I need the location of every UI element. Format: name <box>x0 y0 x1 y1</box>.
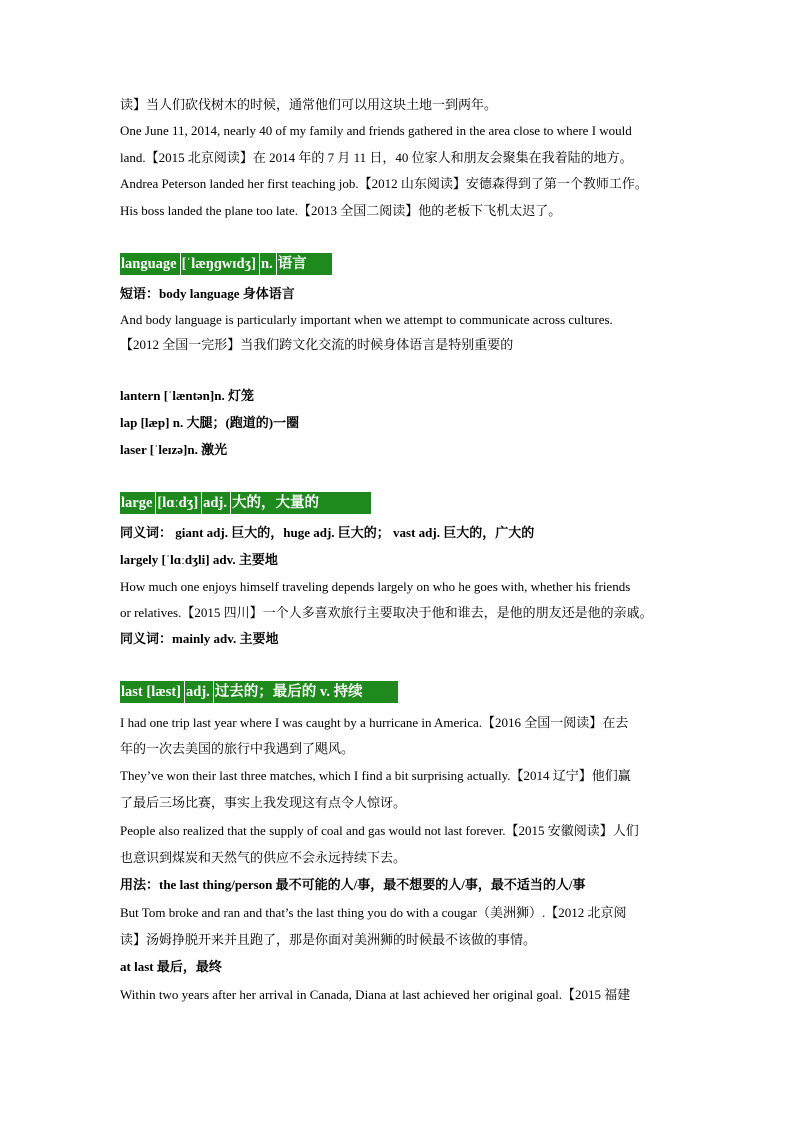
phrase-line: 短语：body language 身体语言 <box>120 286 295 301</box>
word-entry: lap [læp] n. 大腿；(跑道的)一圈 <box>120 415 300 430</box>
example-line: But Tom broke and ran and that’s the last thing you do with a cougar（美洲狮）.【2012 北京阅 <box>120 905 627 920</box>
example-line: 读】汤姆挣脱开来并且跑了，那是你面对美洲狮的时候最不该做的事情。 <box>120 932 537 947</box>
example-line: 【2012 全国一完形】当我们跨文化交流的时候身体语言是特别重要的 <box>120 337 514 352</box>
text-line: 读】当人们砍伐树木的时候，通常他们可以用这块土地一到两年。 <box>120 97 498 112</box>
example-line: How much one enjoys himself traveling depends largely on who he goes with, whether his friends <box>120 579 631 594</box>
part-of-speech: adj. <box>185 681 214 703</box>
part-of-speech: n. <box>260 253 277 275</box>
meaning: 大的，大量的 <box>231 495 319 511</box>
example-line: They’ve won their last three matches, which I find a bit surprising actually.【2014 辽宁】他们赢 <box>120 768 631 783</box>
entry-header-language <box>120 253 332 275</box>
headword: language <box>120 253 181 275</box>
example-line: Within two years after her arrival in Canada, Diana at last achieved her original goal.【2015 福建 <box>120 987 631 1002</box>
text-line: His boss landed the plane too late.【2013 全国二阅读】他的老板下飞机太迟了。 <box>120 203 562 218</box>
part-of-speech: adj. <box>202 492 231 514</box>
example-line: 也意识到煤炭和天然气的供应不会永远持续下去。 <box>120 850 407 865</box>
entry-header-large <box>120 492 371 514</box>
headword: last [læst] <box>120 681 185 703</box>
example-line: 了最后三场比赛，事实上我发现这有点令人惊讶。 <box>120 795 407 810</box>
headword: large <box>120 492 156 514</box>
meaning: 过去的；最后的 v. 持续 <box>214 684 363 700</box>
text-line: One June 11, 2014, nearly 40 of my family and friends gathered in the area close to where I would <box>120 123 632 138</box>
text-line: land.【2015 北京阅读】在 2014 年的 7 月 11 日，40 位家人和朋友会聚集在我着陆的地方。 <box>120 150 633 165</box>
phonetic: [ˈlæŋɡwɪdʒ] <box>181 253 260 275</box>
example-line: 年的一次去美国的旅行中我遇到了飓风。 <box>120 741 355 756</box>
example-line: I had one trip last year where I was caught by a hurricane in America.【2016 全国一阅读】在去 <box>120 715 629 730</box>
usage-line: 用法：the last thing/person 最不可能的人/事，最不想要的人/事，最不适当的人/事 <box>120 877 586 892</box>
text-line: Andrea Peterson landed her first teaching job.【2012 山东阅读】安德森得到了第一个教师工作。 <box>120 176 648 191</box>
example-line: And body language is particularly important when we attempt to communicate across cultures. <box>120 312 613 327</box>
phonetic: [lɑːdʒ] <box>156 492 202 514</box>
example-line: or relatives.【2015 四川】一个人多喜欢旅行主要取决于他和谁去，是他的朋友还是他的亲戚。 <box>120 605 653 620</box>
example-line: People also realized that the supply of coal and gas would not last forever.【2015 安徽阅读】人们 <box>120 823 639 838</box>
word-entry: lantern [ˈlæntən]n. 灯笼 <box>120 388 254 403</box>
phrase-line: at last 最后，最终 <box>120 959 222 974</box>
meaning: 语言 <box>277 256 307 272</box>
synonym-line: 同义词： giant adj. 巨大的，huge adj. 巨大的； vast adj. 巨大的，广大的 <box>120 525 535 540</box>
derived-word: largely [ˈlɑːdʒli] adv. 主要地 <box>120 552 278 567</box>
synonym-line: 同义词：mainly adv. 主要地 <box>120 631 279 646</box>
entry-header-last <box>120 681 398 703</box>
word-entry: laser [ˈleɪzə]n. 激光 <box>120 442 228 457</box>
